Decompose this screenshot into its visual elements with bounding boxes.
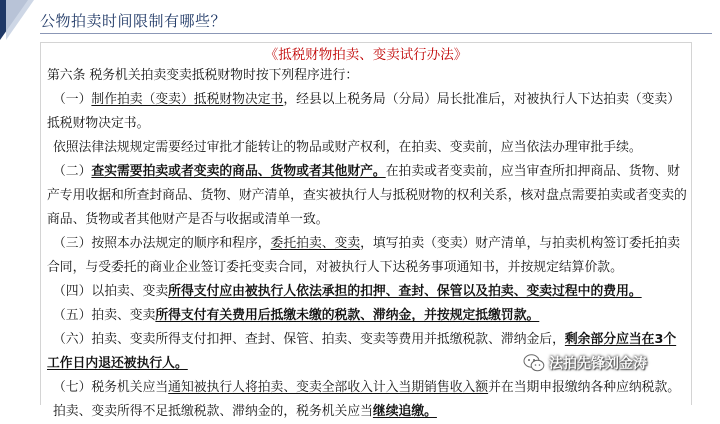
- item-6-prefix: （六）拍卖、变卖所得支付扣押、查封、保管、拍卖、变卖等费用并抵缴税款、滞纳金后，: [53, 332, 565, 347]
- item-5-keyword: 所得支付有关费用后抵缴未缴的税款、滞纳金，并按规定抵缴罚款。: [155, 308, 540, 323]
- item-1-line-2: [47, 112, 685, 136]
- item-1-line-1: [47, 88, 685, 112]
- item-2-suffix: 在拍卖或者变卖前，应当审查所扣押商品、货物、财: [385, 164, 681, 179]
- item-3-suffix: ，填写拍卖（变卖）财产清单，与拍卖机构签订委托拍卖: [360, 236, 681, 251]
- item-2-line-3: [47, 208, 685, 232]
- item-3-line-2: [47, 256, 685, 280]
- item-7-line-2: [47, 400, 685, 424]
- item-5: [47, 304, 685, 328]
- item-3-line-1: [47, 232, 685, 256]
- law-title: 《抵税财物拍卖、变卖试行办法》: [264, 47, 468, 63]
- item-5-prefix: （五）拍卖、变卖: [53, 308, 156, 323]
- item-2-line-1: [47, 160, 685, 184]
- item-2-line3-text: 商品、货物或者其他财产是否与收据或清单一致。: [47, 212, 329, 227]
- header-accent-light: [6, 0, 34, 40]
- item-4: [47, 280, 685, 304]
- approval-text: 依照法律法规规定需要经过审批才能转让的物品或财产权利，在拍卖、变卖前，应当依法办理审批手续。: [53, 140, 642, 155]
- article-intro: [47, 64, 685, 88]
- item-7-keyword: 通知被执行人将拍卖、变卖全部收入计入当期销售收入额: [168, 380, 489, 395]
- item-2-line2-text: 产专用收据和所查封商品、货物、财产清单，查实被执行人与抵税财物的权利关系，核对盘点需要拍卖或者变卖的: [47, 188, 687, 203]
- item-1-prefix: （一）: [53, 92, 92, 107]
- item-4-keyword: 所得支付应由被执行人依法承担的扣押、查封、保管以及拍卖、变卖过程中的费用。: [168, 284, 642, 299]
- wechat-watermark: [523, 351, 647, 375]
- wechat-icon: [523, 353, 545, 373]
- item-3-keyword: 委托拍卖、变卖: [270, 236, 361, 251]
- item-7-line2-prefix: 拍卖、变卖所得不足抵缴税款、滞纳金的，税务机关应当: [53, 404, 373, 419]
- approval-note: [47, 136, 685, 160]
- item-2-line-2: [47, 184, 685, 208]
- item-2-prefix: （二）: [53, 164, 92, 179]
- item-1-suffix: ，经县以上税务局（分局）局长批准后，对被执行人下达拍卖（变卖）: [283, 92, 681, 107]
- item-1-keyword: 制作拍卖（变卖）抵税财物决定书: [91, 92, 284, 107]
- item-7-suffix: 并在当期申报缴纳各种应纳税款。: [488, 380, 681, 395]
- slide-header: [0, 0, 720, 40]
- item-7-line-1: [47, 376, 685, 400]
- item-6-line2-keyword: 工作日内退还被执行人。: [47, 356, 188, 371]
- item-6-keyword: 剩余部分应当在3个: [564, 332, 677, 347]
- item-2-keyword: 查实需要拍卖或者变卖的商品、货物或者其他财产。: [91, 164, 386, 179]
- item-6-line-1: [47, 328, 685, 352]
- header-divider: [40, 33, 712, 34]
- article-intro-text: 第六条 税务机关拍卖变卖抵税财物时按下列程序进行：: [47, 68, 359, 83]
- item-7-line2-keyword: 继续追缴。: [372, 404, 437, 419]
- item-1-line2-text: 抵税财物决定书。: [47, 116, 150, 131]
- item-7-prefix: （七）税务机关应当: [53, 380, 169, 395]
- watermark-text: 法拍先锋刘金涛: [549, 356, 647, 372]
- item-3-prefix: （三）按照本办法规定的顺序和程序，: [53, 236, 271, 251]
- item-4-prefix: （四）以拍卖、变卖: [53, 284, 169, 299]
- page-title: 公物拍卖时间限制有哪些？: [40, 12, 227, 30]
- item-3-line2-text: 合同，与受委托的商业企业签订委托变卖合同，对被执行人下达税务事项通知书，并按规定结算价款。: [47, 260, 623, 275]
